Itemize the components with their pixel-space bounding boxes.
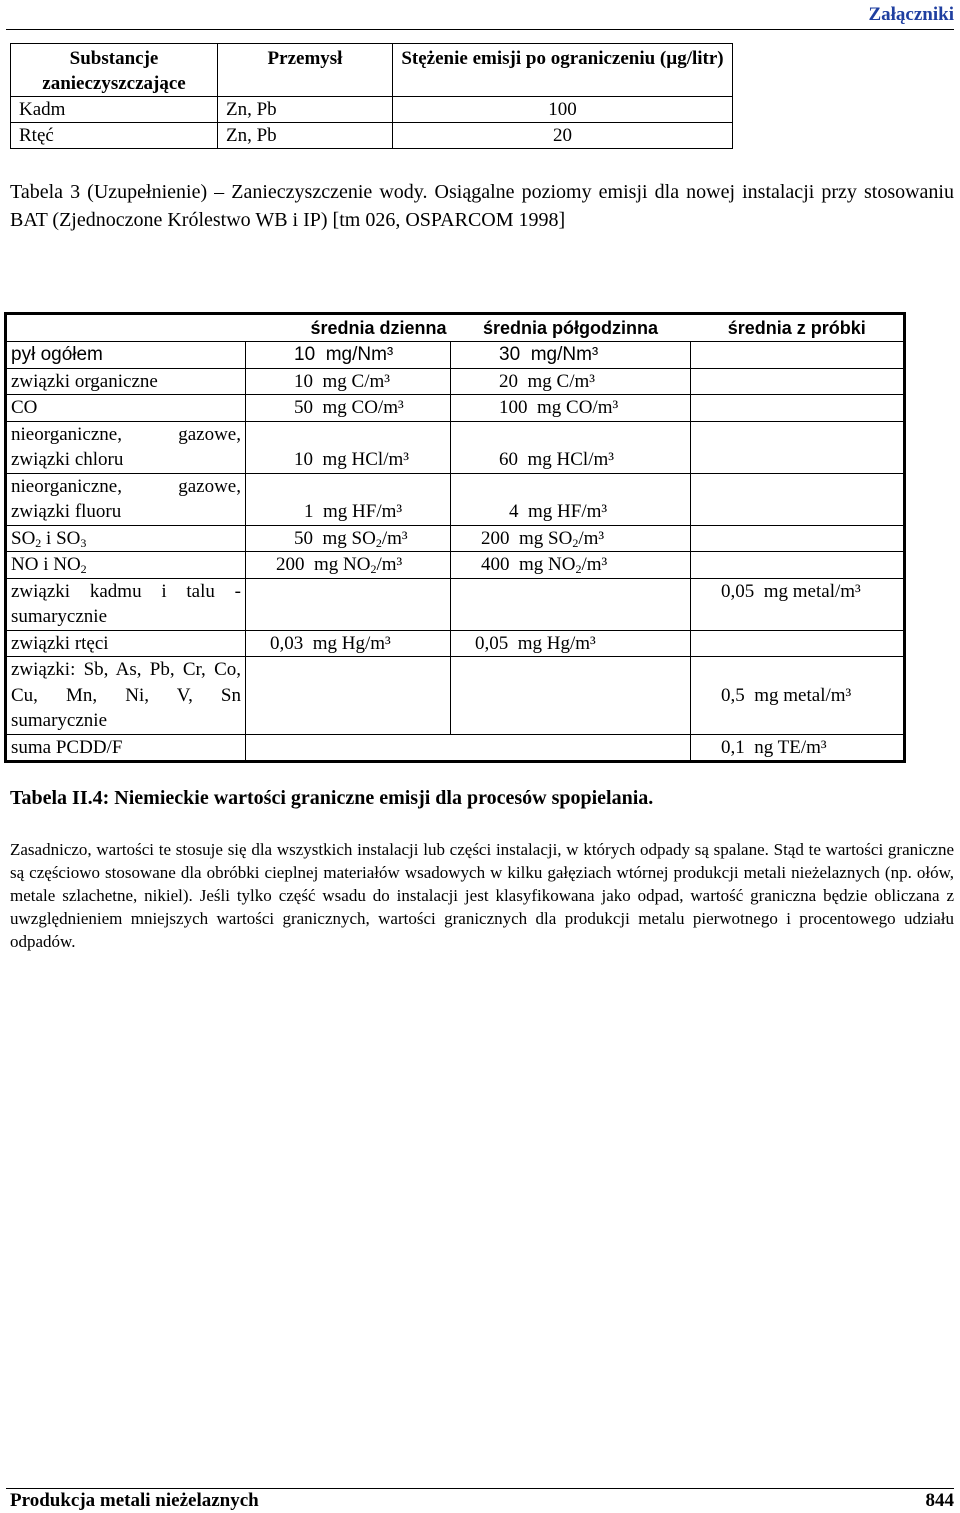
table-cell: Rtęć bbox=[11, 123, 218, 149]
sample-value: 0,5 mg metal/m³ bbox=[691, 657, 905, 735]
sample-value bbox=[691, 630, 905, 657]
table-row bbox=[6, 421, 905, 473]
substance-label: suma PCDD/F bbox=[6, 734, 246, 762]
table-caption: Tabela II.4: Niemieckie wartości graniczne emisji dla procesów spopielania. bbox=[10, 787, 654, 809]
empty-cell bbox=[246, 578, 451, 630]
column-header-empty bbox=[6, 314, 246, 342]
footer-title: Produkcja metali nieżelaznych bbox=[10, 1490, 259, 1511]
sample-value bbox=[691, 368, 905, 395]
half-hour-value: 30 mg/Nm³ bbox=[451, 342, 691, 369]
daily-value: 0,03 mg Hg/m³ bbox=[246, 630, 451, 657]
half-hour-value: 60 mg HCl/m³ bbox=[451, 421, 691, 473]
daily-value: 200 mg $NO_2/m^3$ bbox=[246, 552, 451, 579]
table-row bbox=[6, 342, 905, 369]
substance-label: związki: Sb, As, Pb, Cr, Co, Cu, Mn, Ni, V, Sn sumarycznie bbox=[6, 657, 246, 735]
table-cell: 100 bbox=[393, 97, 733, 123]
table-header-row bbox=[6, 314, 905, 342]
column-header-industry: Przemysł bbox=[218, 44, 393, 97]
water-emission-table bbox=[10, 43, 733, 149]
substance-label: związki organiczne bbox=[6, 368, 246, 395]
half-hour-value: 4 mg HF/m³ bbox=[451, 473, 691, 525]
substance-label: związki rtęci bbox=[6, 630, 246, 657]
table-row bbox=[6, 630, 905, 657]
substance-label: pył ogółem bbox=[6, 342, 246, 369]
table-row bbox=[6, 525, 905, 552]
table-row bbox=[11, 97, 733, 123]
table-header-row bbox=[11, 44, 733, 97]
table-row bbox=[6, 368, 905, 395]
column-header-substance: Substancje zanieczyszczające bbox=[11, 44, 218, 97]
half-hour-value: 100 mg CO/m³ bbox=[451, 395, 691, 422]
empty-cell bbox=[451, 657, 691, 735]
half-hour-value: 20 mg C/m³ bbox=[451, 368, 691, 395]
daily-value: 10 mg/Nm³ bbox=[246, 342, 451, 369]
half-hour-value: 0,05 mg Hg/m³ bbox=[451, 630, 691, 657]
section-header-link[interactable]: Załączniki bbox=[868, 4, 954, 25]
table-cell: Zn, Pb bbox=[218, 123, 393, 149]
table-row bbox=[6, 552, 905, 579]
sample-value bbox=[691, 421, 905, 473]
table-cell: Kadm bbox=[11, 97, 218, 123]
daily-value: 50 mg CO/m³ bbox=[246, 395, 451, 422]
table-row bbox=[6, 578, 905, 630]
sample-value: 0,05 mg metal/m³ bbox=[691, 578, 905, 630]
empty-cell bbox=[246, 657, 451, 735]
daily-value: 10 mg HCl/m³ bbox=[246, 421, 451, 473]
sample-value bbox=[691, 342, 905, 369]
column-header-daily-average: średnia dzienna bbox=[246, 314, 451, 342]
substance-label: CO bbox=[6, 395, 246, 422]
page-number: 844 bbox=[925, 1490, 954, 1511]
header-divider bbox=[6, 29, 954, 30]
table-cell: Zn, Pb bbox=[218, 97, 393, 123]
sample-value: 0,1 ng TE/m³ bbox=[691, 734, 905, 762]
substance-label: NO i $NO_2$ bbox=[6, 552, 246, 579]
sample-value bbox=[691, 525, 905, 552]
substance-label: $SO_2$ i $SO_3$ bbox=[6, 525, 246, 552]
table-cell: 20 bbox=[393, 123, 733, 149]
table-row bbox=[6, 657, 905, 735]
half-hour-value: 400 mg $NO_2/m^3$ bbox=[451, 552, 691, 579]
half-hour-value: 200 mg $SO_2/m^3$ bbox=[451, 525, 691, 552]
table-row bbox=[6, 734, 905, 762]
sample-value bbox=[691, 552, 905, 579]
footer-divider bbox=[6, 1488, 954, 1489]
table-row bbox=[6, 473, 905, 525]
empty-cell bbox=[451, 578, 691, 630]
column-header-concentration: Stężenie emisji po ograniczeniu (µg/litr) bbox=[393, 44, 733, 97]
substance-label: nieorganiczne, gazowe, związki chloru bbox=[6, 421, 246, 473]
emission-limits-table bbox=[4, 312, 906, 763]
column-header-sample-average: średnia z próbki bbox=[691, 314, 905, 342]
column-header-half-hour-average: średnia półgodzinna bbox=[451, 314, 691, 342]
table-row bbox=[6, 395, 905, 422]
sample-value bbox=[691, 473, 905, 525]
table-caption: Tabela 3 (Uzupełnienie) – Zanieczyszczenie wody. Osiągalne poziomy emisji dla nowej instalacji przy stosowaniu BAT (Zjednoczone Królestwo WB i IP) [tm 026, OSPARCOM 1998] bbox=[10, 181, 954, 231]
body-paragraph: Zasadniczo, wartości te stosuje się dla wszystkich instalacji lub części instalacji, w których odpady są spalane. Stąd te wartości graniczne są częściowo stosowane dla obróbki cieplnej materiałów wsadowych w kilku gałęziach wtórnej produkcji metali nieżelaznych (np. ołów, metale szlachetne, nikiel). Jeśli tylko część wsadu do instalacji jest klasyfikowana jako odpad, wartość graniczna będzie obliczana z uwzględnieniem mniejszych wartości granicznych, wartości granicznych dla produkcji metalu pierwotnego i procentowego udziału odpadów. bbox=[10, 840, 954, 951]
daily-value: 1 mg HF/m³ bbox=[246, 473, 451, 525]
substance-label: związki kadmu i talu - sumarycznie bbox=[6, 578, 246, 630]
substance-label: nieorganiczne, gazowe, związki fluoru bbox=[6, 473, 246, 525]
daily-value: 10 mg C/m³ bbox=[246, 368, 451, 395]
daily-value: 50 mg $SO_2/m^3$ bbox=[246, 525, 451, 552]
table-row bbox=[11, 123, 733, 149]
sample-value bbox=[691, 395, 905, 422]
empty-cell bbox=[246, 734, 691, 762]
